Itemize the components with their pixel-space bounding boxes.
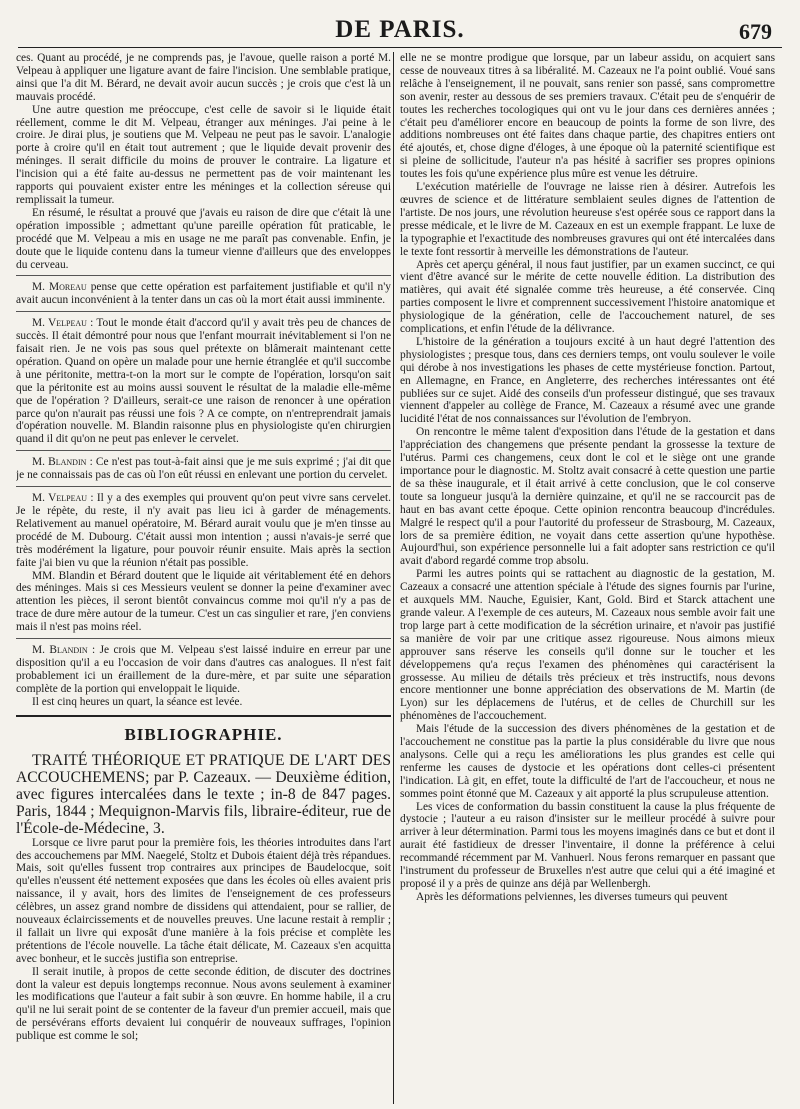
paragraph: Après cet aperçu général, il nous faut justifier, par un examen succinct, ce qui vient d'être avancé sur le mérite de cette nouvelle édition. La distribution des matières, qui avait été signalée comme très heureuse, a été conservée. Cinq parties composent le livre et comprennent successivement l'histoire anatomique et physiologique de la génération, celle de l'accouchement naturel, de ses complications, et enfin l'étude de la délivrance. — [400, 258, 775, 336]
running-title: DE PARIS. — [335, 16, 465, 43]
paragraph: MM. Blandin et Bérard doutent que le liquide ait véritablement été en dehors des méninges. Mais si ces Messieurs veulent se donner la peine d'examiner avec attention les pièces, il seront bientôt convaincus comme moi qu'il n'y a pas de trace de dure mère autour de la tumeur. C'est un cas singulier et rare, j'en conviens mais il n'est pas moins réel. — [16, 569, 391, 634]
speech-moreau — [16, 281, 391, 307]
paragraph: Lorsque ce livre parut pour la première fois, les théories introduites dans l'art des accouchemens par MM. Naegelé, Stoltz et Dubois étaient déjà très répandues. Mais, soit qu'elles fussent trop contraires aux principes de Baudelocque, soit qu'elles n'eussent été nettement exposées que dans les écoles où elles avaient pris naissance, il y avait, hors des limites de l'enseignement de ces professeurs célèbres, un assez grand nombre de dissidens qui attendaient, pour se rallier, de nouveaux éclaircissements et de nouvelles preuves. Une lacune restait à remplir ; il fallait un livre qui exposât d'une manière à la fois précise et complète les prétentions de l'école nouvelle. La tâche était délicate, M. Cazeaux s'en acquitta avec bonheur, et le succès justifia son entreprise. — [16, 836, 391, 965]
divider — [16, 638, 391, 639]
divider — [16, 311, 391, 312]
paragraph: elle ne se montre prodigue que lorsque, par un labeur assidu, on acquiert sans cesse de nouveaux titres à sa libéralité. M. Cazeaux ne l'a point oublié. Voué sans relâche à l'enseignement, il ne pouvait, sans renier son passé, sans compromettre son avenir, rester au dessous de ses premiers travaux. C'était peu de s'enquérir de toutes les recherches tocologiques qui ont vu le jour dans ces dernières années ; c'était peu d'améliorer encore en beaucoup de points la forme de son livre, des additions nombreuses ont été faites dans chaque partie, des chapitres entiers ont été ajoutés, et, chose digne d'éloges, à une époque où la paternité scientifique est si pleine de sollicitude, l'auteur n'a pas hésité à sacrifier ses propres opinions toutes les fois qu'une expérience plus mûre est venue les détruire. — [400, 52, 775, 181]
divider — [16, 486, 391, 487]
speech-text: : Il y a des exemples qui prouvent qu'on peut vivre sans cervelet. Je le répète, du reste, il n'y avait pas lieu ici à garder de ménagements. Relativement au manuel opératoire, M. Bérard aurait voulu que je m'en tinsse au procédé de M. Dubourg. C'était aussi mon intention ; aussi n'avais-je serré que très modérément la ligature, pour pouvoir réunir ensuite. Mais après la section faite j'ai bien vu que la réunion n'était pas possible. — [16, 492, 391, 569]
speech-blandin — [16, 456, 391, 482]
section-rule — [16, 715, 391, 717]
right-column — [400, 52, 775, 1104]
paragraph: On rencontre le même talent d'exposition dans l'étude de la gestation et dans l'appréciation des changemens que présente pendant la grossesse la texture de l'utérus. Parmi ces changemens, ceux dont le col et le siège ont une grande importance pour le diagnostic. M. Stoltz avait consacré à cette question une partie de sa thèse inaugurale, et il était arrivé à cette conclusion, que le col conserve toute sa longueur jusqu'à la dernière quinzaine, et qu'il ne se raccourcit pas de haut en bas avant cette époque. Cette opinion rencontra beaucoup d'incrédules. Malgré le respect qu'il a pour l'autorité du professeur de Strasbourg, M. Cazeaux, lors de sa première édition, ne voyait dans cette assertion qu'une hypothèse. Aujourd'hui, son expérience personnelle lui a fait adopter sans restriction ce qu'il avait d'abord regardé comme trop absolu. — [400, 426, 775, 568]
speaker-name: M. Velpeau — [32, 492, 88, 505]
section-title: BIBLIOGRAPHIE. — [124, 724, 283, 744]
speech-text: : Ce n'est pas tout-à-fait ainsi que je me suis exprimé ; j'ai dit que je ne connaissais pas de cas où l'on eût réussi en enlevant une portion du cervelet. — [16, 456, 391, 482]
speech-text: pense que cette opération est parfaitement justifiable et qu'il n'y avait aucun inconvénient à la tenter dans un cas où la mort était aussi imminente. — [16, 281, 391, 307]
page-header — [0, 14, 800, 48]
paragraph: L'histoire de la génération a toujours excité à un haut degré l'attention des physiologistes ; presque tous, dans ces derniers temps, ont voulu soulever le voile qui dérobe à nos investigations les phases de cette mystérieuse fonction. Partout, en Allemagne, en France, en Angleterre, des recherches intéressantes ont été publiées sur ce sujet. Aidé des conseils d'un professeur distingué, que ses travaux viennent d'appeler au collège de France, M. Cazeaux a résumé avec une grande lucidité l'état de nos connaissances sur l'évolution de l'embryon. — [400, 335, 775, 426]
page-number: 679 — [739, 19, 772, 44]
paragraph: Parmi les autres points qui se rattachent au diagnostic de la gestation, M. Cazeaux a consacré une attention spéciale à l'étude des signes fournis par l'urine, et auxquels MM. Nauche, Eguisier, Kant, Gold. Bird et Starck attachent une grande valeur. A l'exemple de ces auteurs, M. Cazeaux nous semble avoir fait une trop large part à cette modification de la sécrétion urinaire, et n'avoir pas justifié sa manière de voir par une critique assez rigoureuse. Nous aimons mieux approuver sans réserve les conseils qu'il donne sur le toucher et les développemens qu'a reçus l'examen des phénomènes qui caractérisent la grossesse. Au milieu de détails très précieux et très instructifs, nous devons encore mentionner une bonne appréciation des observations de M. Martin (de Lyon) sur les déplacemens de l'utérus, et de celles de Churchill sur les phénomènes de l'accouchement. — [400, 568, 775, 723]
book-details: ; par P. Cazeaux. — Deuxième édition, avec figures intercalées dans le texte ; in-8 de 847 pages. Paris, 1844 ; Mequignon-Marvis fils, libraire-éditeur, rue de l'École-de-Médecine, 3. — [16, 768, 391, 837]
speaker-name: M. Blandin — [32, 456, 87, 469]
divider — [16, 450, 391, 451]
speaker-name: M. Moreau — [32, 281, 87, 294]
speech-velpeau — [16, 492, 391, 569]
speaker-name: M. Velpeau — [32, 317, 87, 330]
speech-velpeau — [16, 317, 391, 446]
paragraph: En résumé, le résultat a prouvé que j'avais eu raison de dire que c'était là une opération impossible ; admettant qu'une pareille opération fût praticable, le procédé que M. Velpeau a mis en usage ne me paraît pas convenable. Enfin, je doute que le liquide contenu dans la tumeur vienne d'ailleurs que des enveloppes du cerveau. — [16, 206, 391, 271]
paragraph: Après les déformations pelviennes, les diverses tumeurs qui peuvent — [416, 890, 728, 903]
paragraph: Il serait inutile, à propos de cette seconde édition, de discuter des doctrines dont la valeur est depuis longtemps reconnue. Nous avons seulement à examiner les modifications que l'auteur a fait subir à son œuvre. En homme habile, il a cru qu'il ne lui serait point de se contenter de la faveur d'un premier accueil, mais que de persévérans efforts devaient lui conquérir de nouveaux suffrages, l'opinion publique est comme le sol; — [16, 965, 391, 1043]
column-divider — [393, 52, 394, 1104]
divider — [16, 275, 391, 276]
left-column — [16, 52, 391, 1104]
header-rule — [18, 47, 782, 48]
speech-text: : Tout le monde était d'accord qu'il y avait très peu de chances de succès. Il était démontré pour nous que l'enfant mourrait inévitablement si l'on ne faisait rien. Je ne vois pas sous quel prétexte on blâmerait maintenant cette opération. Quand on opère un malade pour une hernie étranglée et qu'il succombe à une péritonite, mettra-t-on la mort sur le compte de l'opération, lorsqu'on sait que la péritonite est au moins aussi souvent le résultat de la maladie elle-même que de l'opération ? D'ailleurs, serait-ce une raison de renoncer à une opération parce qu'on n'aurait pas réussi une fois ? A ce compte, on n'entreprendrait jamais d'opération nouvelle. M. Blandin raisonne plus en physiologiste qu'en chirurgien quand il dit qu'on ne peut pas enlever le cervelet. — [16, 317, 391, 446]
speaker-name: M. Blandin — [32, 644, 88, 657]
paragraph: ces. Quant au procédé, je ne comprends pas, je l'avoue, quelle raison a porté M. Velpeau à appliquer une ligature avant de faire l'incision. Une semblable pratique, ainsi que l'a dit M. Bérard, ne devait avoir aucun succès ; je crois que c'est là un mauvais procédé. — [16, 52, 391, 103]
book-citation — [16, 752, 391, 837]
paragraph: Les vices de conformation du bassin constituent la cause la plus fréquente de dystocie ; l'auteur a eu raison d'insister sur le meilleur procédé à suivre pour arriver à leur détermination. Parmi tous les moyens imaginés dans ce but et dont il aurait été fastidieux de dresser l'inventaire, il donne la préférence à celui recommandé récemment par M. Vanhuerl. Nous ferons remarquer en passant que l'instrument du professeur de Bruxelles n'est autre que celui qui a été imaginé et proposé il y a près de quinze ans déjà par Wellenbergh. — [400, 800, 775, 890]
paragraph: L'exécution matérielle de l'ouvrage ne laisse rien à désirer. Autrefois les œuvres de science et de littérature semblaient seules dignes de l'attention de l'artiste. De nos jours, une révolution heureuse s'est opérée sous ce rapport dans la presse médicale, et le livre de M. Cazeaux en est un exemple frappant. Le luxe de la typographie et l'exactitude des nombreuses gravures qui ont été intercalées dans le texte font ressortir à merveille les démonstrations de l'auteur. — [400, 181, 775, 258]
paragraph: Une autre question me préoccupe, c'est celle de savoir si le liquide était réellement, comme le dit M. Velpeau, étranger aux méninges. J'ai peine à le croire. Je dirai plus, je soutiens que M. Velpeau ne peut pas le savoir. L'analogie porte à croire qu'il en était tout autrement ; que le liquide devait provenir des méninges. Il serait difficile du moins de prouver le contraire. La ligature et l'incision qui a été faite au-dessus ne permettent pas de voir maintenant les rapports qui pouvaient exister entre les méninges et la collection séreuse qui remplissait la tumeur. — [16, 103, 391, 206]
paragraph: Mais l'étude de la succession des divers phénomènes de la gestation et de l'accouchement ne constitue pas la partie la plus considérable du livre que nous analysons. Celle qui a reçu les améliorations les plus grandes est celle qui renferme les causes de dystocie et les opérations dont celles-ci présentent l'indication. Là git, en effet, toute la difficulté de l'art de l'accoucheur, et nous ne sommes point étonné que M. Cazeaux y ait apporté la plus scrupuleuse attention. — [400, 723, 775, 800]
speech-blandin — [16, 644, 391, 696]
speech-text: : Je crois que M. Velpeau s'est laissé induire en erreur par une disposition qu'il a eu l'occasion de voir dans d'autres cas analogues. Il n'est fait probablement ici un éraillement de la dure-mère, et par suite une séparation complète de la portion qui enveloppait le liquide. — [16, 644, 391, 695]
book-title: TRAITÉ THÉORIQUE ET PRATIQUE DE L'ART DES ACCOUCHEMENS — [16, 751, 391, 786]
closing-line: Il est cinq heures un quart, la séance est levée. — [32, 695, 243, 708]
